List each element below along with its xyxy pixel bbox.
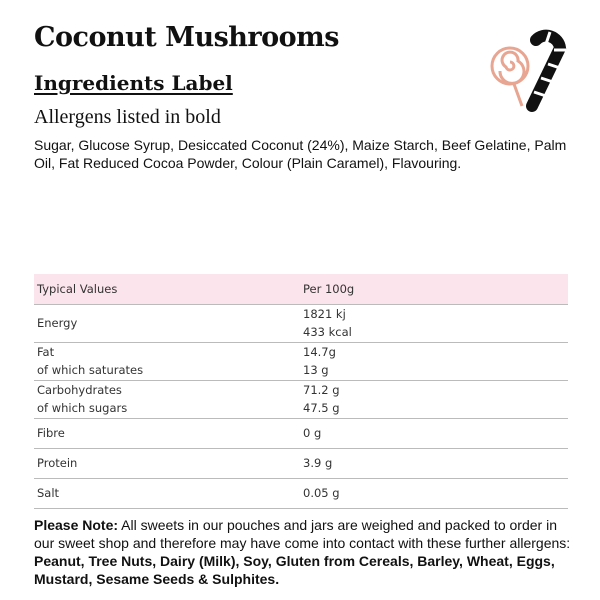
table-row: [34, 418, 568, 448]
nutrition-table: [34, 274, 568, 509]
table-row: [34, 448, 568, 478]
header-typical-values: Typical Values: [34, 274, 300, 304]
table-header: [34, 274, 568, 304]
row-label: Energy: [34, 304, 300, 342]
table-row: [34, 342, 568, 380]
label-saturates: of which saturates: [37, 363, 144, 377]
value-kcal: 433 kcal: [303, 325, 352, 339]
row-value: 0 g: [300, 418, 568, 448]
label-sugars: of which sugars: [37, 401, 128, 415]
table-row: [34, 380, 568, 418]
note-body: All sweets in our pouches and jars are weighed and packed to order in our sweet shop and therefore may have come into contact with these further allergens:: [34, 517, 571, 551]
value-sugars: 47.5 g: [303, 401, 340, 415]
label-subtitle: Ingredients Label: [34, 71, 233, 95]
table-row: [34, 478, 568, 508]
row-value: [300, 380, 568, 418]
row-label: Salt: [34, 478, 300, 508]
value-carbs: 71.2 g: [303, 383, 340, 397]
row-value: [300, 304, 568, 342]
header-per-100g: Per 100g: [300, 274, 568, 304]
row-label: Fibre: [34, 418, 300, 448]
page-title: Coconut Mushrooms: [34, 22, 339, 53]
row-label: Protein: [34, 448, 300, 478]
note-allergens: Peanut, Tree Nuts, Dairy (Milk), Soy, Gluten from Cereals, Barley, Wheat, Eggs, Mustard, Sesame Seeds & Sulphites.: [34, 553, 555, 587]
sweets-icon: [480, 18, 580, 113]
row-label: [34, 380, 300, 418]
note-lead: Please Note:: [34, 517, 119, 533]
row-label: [34, 342, 300, 380]
row-value: [300, 342, 568, 380]
allergen-notice: [34, 516, 574, 588]
ingredients-text: Sugar, Glucose Syrup, Desiccated Coconut (24%), Maize Starch, Beef Gelatine, Palm Oil, Fat Reduced Cocoa Powder, Colour (Plain Caramel), Flavouring.: [34, 137, 567, 171]
candy-cane-icon: [532, 32, 566, 106]
value-saturates: 13 g: [303, 363, 329, 377]
allergens-note: Allergens listed in bold: [34, 106, 221, 128]
label-fat: Fat: [37, 345, 55, 359]
table-row: [34, 304, 568, 342]
label-carbs: Carbohydrates: [37, 383, 122, 397]
lollipop-icon: [492, 48, 528, 106]
row-value: 0.05 g: [300, 478, 568, 508]
value-kj: 1821 kj: [303, 307, 346, 321]
value-fat: 14.7g: [303, 345, 336, 359]
row-value: 3.9 g: [300, 448, 568, 478]
